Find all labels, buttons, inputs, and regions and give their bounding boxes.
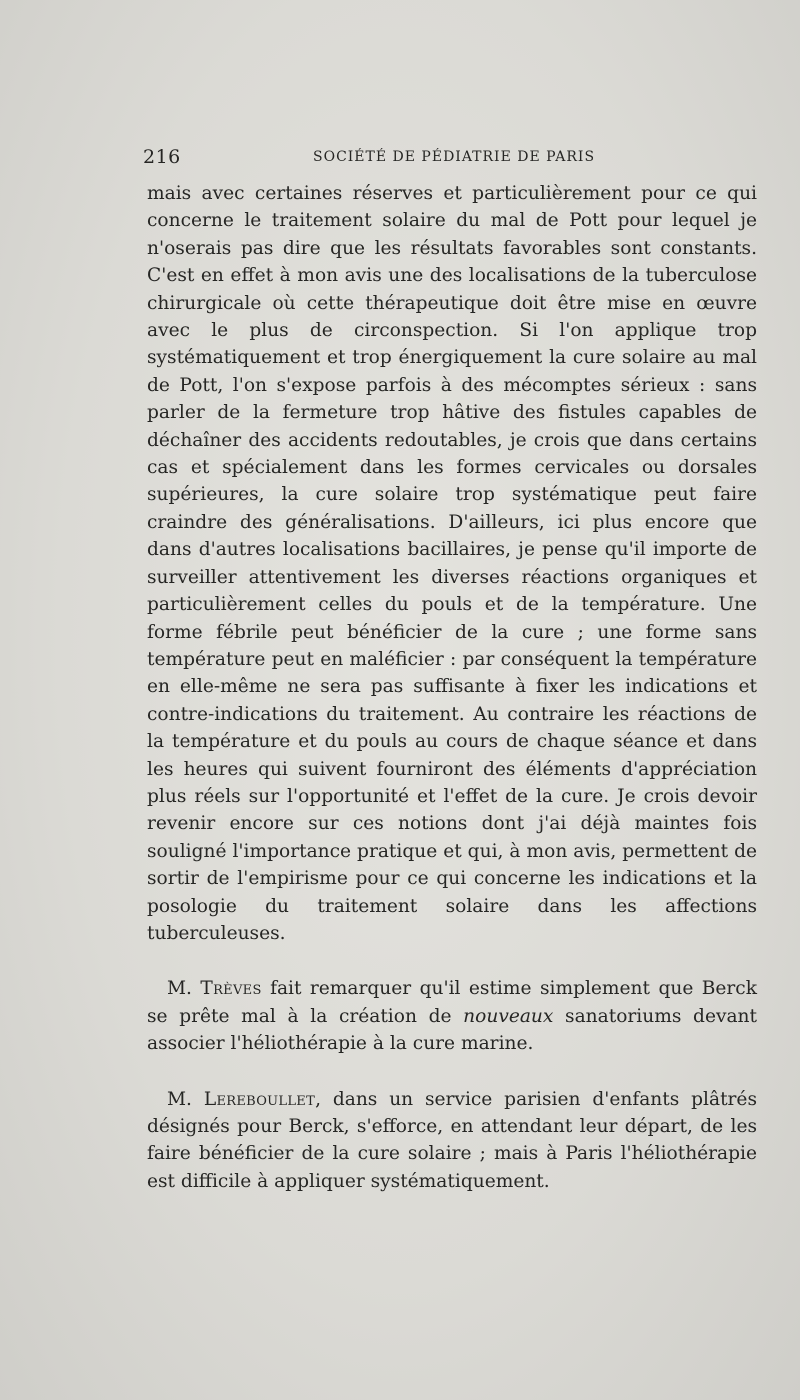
page-number: 216	[143, 146, 181, 168]
paragraph-spacer	[147, 947, 757, 975]
page-header	[143, 146, 663, 168]
paragraph-spacer	[147, 1058, 757, 1086]
treves-italic: nouveaux	[463, 1005, 554, 1027]
lereboullet-prefix: M.	[167, 1088, 204, 1110]
running-title: SOCIÉTÉ DE PÉDIATRIE DE PARIS	[313, 149, 596, 165]
speaker-lereboullet: Lereboullet	[203, 1088, 316, 1110]
lereboullet-text: , dans un service parisien d'enfants plâtrés désignés pour Berck, s'efforce, en attendant leur départ, de les faire bénéficier de la cure solaire ; mais à Paris l'héliothérapie est difficile à appliquer systématiquement.	[147, 1088, 757, 1192]
paragraph-lereboullet	[147, 1086, 757, 1196]
treves-prefix: M.	[167, 978, 201, 1000]
treves-text-1: fait remarquer qu'il estime simplement que Berck se prête mal à la création de	[147, 978, 757, 1027]
paragraph-treves	[147, 975, 757, 1057]
speaker-treves: Trèves	[200, 978, 262, 1000]
body-text	[147, 180, 757, 1195]
treves-text-2: sanatoriums devant associer l'héliothérapie à la cure marine.	[147, 1005, 757, 1055]
paragraph-continuation: mais avec certaines réserves et particulièrement pour ce qui concerne le traitement solaire du mal de Pott pour lequel je n'oserais pas dire que les résultats favorables sont constants. C'est en effet à mon avis une des localisations de la tuberculose chirurgicale où cette thérapeutique doit être mise en œuvre avec le plus de circonspection. Si l'on applique trop systématiquement et trop énergiquement la cure solaire au mal de Pott, l'on s'expose parfois à des mécomptes sérieux : sans parler de la fermeture trop hâtive des fistules capables de déchaîner des accidents redoutables, je crois que dans certains cas et spécialement dans les formes cervicales ou dorsales supérieures, la cure solaire trop systématique peut faire craindre des généralisations. D'ailleurs, ici plus encore que dans d'autres localisations bacillaires, je pense qu'il importe de surveiller attentivement les diverses réactions organiques et particulièrement celles du pouls et de la température. Une forme fébrile peut bénéficier de la cure ; une forme sans température peut en maléficier : par conséquent la température en elle-même ne sera pas suffisante à fixer les indications et contre-indications du traitement. Au contraire les réactions de la température et du pouls au cours de chaque séance et dans les heures qui suivent fourniront des éléments d'appréciation plus réels sur l'opportunité et l'effet de la cure. Je crois devoir revenir encore sur ces notions dont j'ai déjà maintes fois souligné l'importance pratique et qui, à mon avis, permettent de sortir de l'empirisme pour ce qui concerne les indications et la posologie du traitement solaire dans les affections tuberculeuses.	[147, 183, 757, 944]
